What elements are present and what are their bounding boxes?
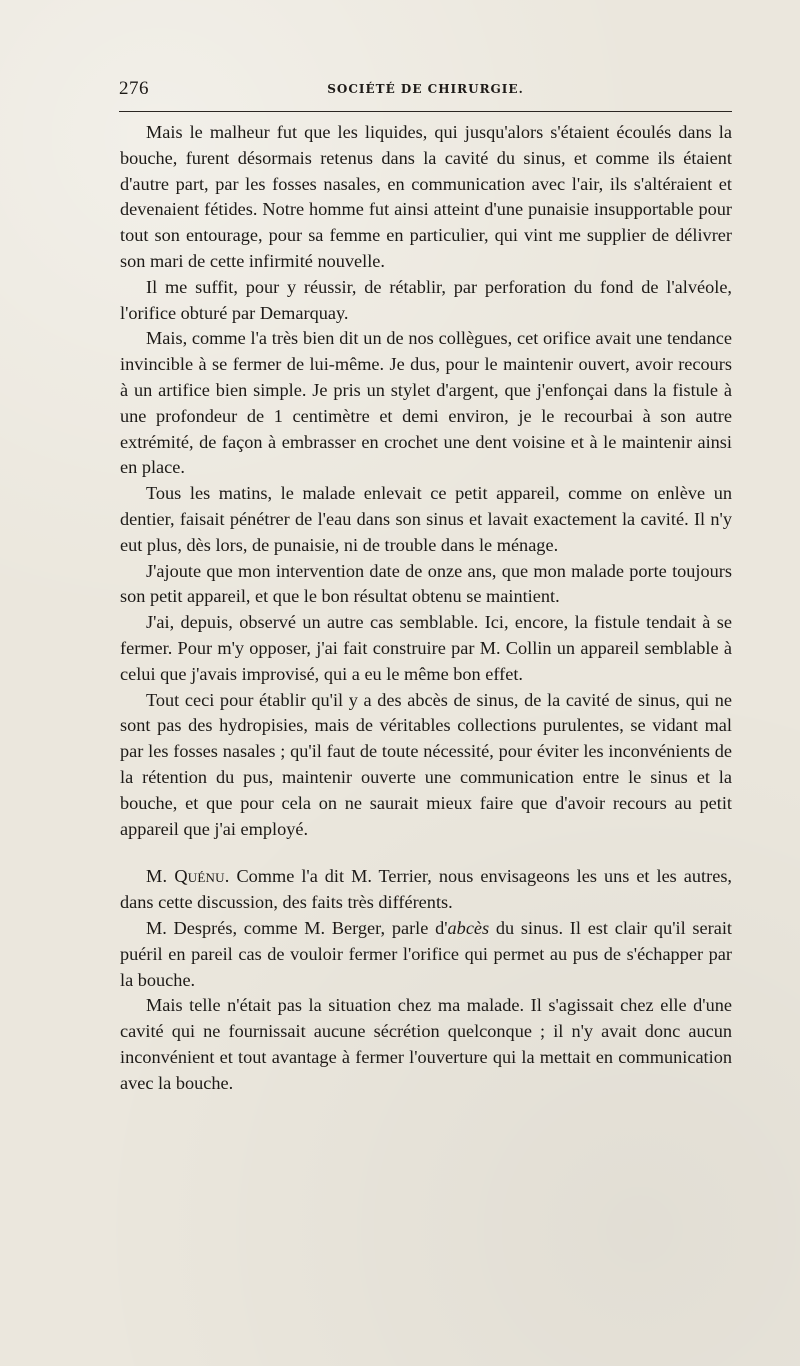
paragraph: Il me suffit, pour y réussir, de rétablir, par perforation du fond de l'alvéole, l'orifice obturé par Demarquay. [120, 276, 732, 323]
paragraph-text-after: du sinus. Il est clair qu'il serait puéril en pareil cas de vouloir fermer l'orifice qui permet au pus de s'échapper par la bouche. [120, 917, 732, 990]
paragraph-text-before: M. Després, comme M. Berger, parle d' [146, 917, 448, 938]
header-rule [119, 111, 732, 112]
page-number: 276 [119, 78, 149, 99]
speaker-name: M. Quénu. [146, 866, 230, 887]
paragraph: Tous les matins, le malade enlevait ce petit appareil, comme on enlève un dentier, faisait pénétrer de l'eau dans son sinus et lavait exactement la cavité. Il n'y eut plus, dès lors, de punaisie, ni de trouble dans le ménage. [120, 483, 732, 555]
paragraph: Mais, comme l'a très bien dit un de nos collègues, cet orifice avait une tendance invincible à se fermer de lui-même. Je dus, pour le maintenir ouvert, avoir recours à un artifice bien simple. Je pris un stylet d'argent, que j'enfonçai dans la fistule à une profondeur de 1 centimètre et demi environ, je le recourbai à son autre extrémité, de façon à embrasser en crochet une dent voisine et à le maintenir ainsi en place. [120, 328, 732, 478]
paragraph: J'ajoute que mon intervention date de onze ans, que mon malade porte toujours son petit appareil, et que le bon résultat obtenu se maintient. [120, 560, 732, 607]
paragraph: Mais telle n'était pas la situation chez ma malade. Il s'agissait chez elle d'une cavité qui ne fournissait aucune sécrétion quelconque ; il n'y avait donc aucun inconvénient et tout avantage à fermer l'ouverture qui la mettait en communication avec la bouche. [120, 995, 732, 1093]
paragraph: J'ai, depuis, observé un autre cas semblable. Ici, encore, la fistule tendait à se fermer. Pour m'y opposer, j'ai fait construire par M. Collin un appareil semblable à celui que j'avais improvisé, qui a eu le même bon effet. [120, 612, 732, 684]
paragraph-despres [120, 916, 732, 993]
paragraph: Mais le malheur fut que les liquides, qui jusqu'alors s'étaient écoulés dans la bouche, furent désormais retenus dans la cavité du sinus, et comme ils étaient d'autre part, par les fosses nasales, en communication avec l'air, ils s'altéraient et devenaient fétides. Notre homme fut ainsi atteint d'une punaisie insupportable pour tout son entourage, pour sa femme en particulier, qui vint me supplier de délivrer son mari de cette infirmité nouvelle. [120, 122, 732, 271]
body-text [120, 120, 732, 1096]
paragraph-quenu [120, 864, 732, 916]
paragraph-text: Comme l'a dit M. Terrier, nous envisageons les uns et les autres, dans cette discussion, des faits très différents. [120, 866, 732, 913]
paragraph: Tout ceci pour établir qu'il y a des abcès de sinus, de la cavité de sinus, qui ne sont pas des hydropisies, mais de véritables collections purulentes, se vidant mal par les fosses nasales ; qu'il faut de toute nécessité, pour éviter les inconvénients de la rétention du pus, maintenir ouverte une communication entre le sinus et la bouche, et que pour cela on ne saurait mieux faire que d'avoir recours au petit appareil que j'ai employé. [120, 689, 732, 839]
italic-term: abcès [447, 917, 490, 938]
running-head [119, 78, 732, 100]
journal-title: SOCIÉTÉ DE CHIRURGIE. [327, 82, 524, 96]
